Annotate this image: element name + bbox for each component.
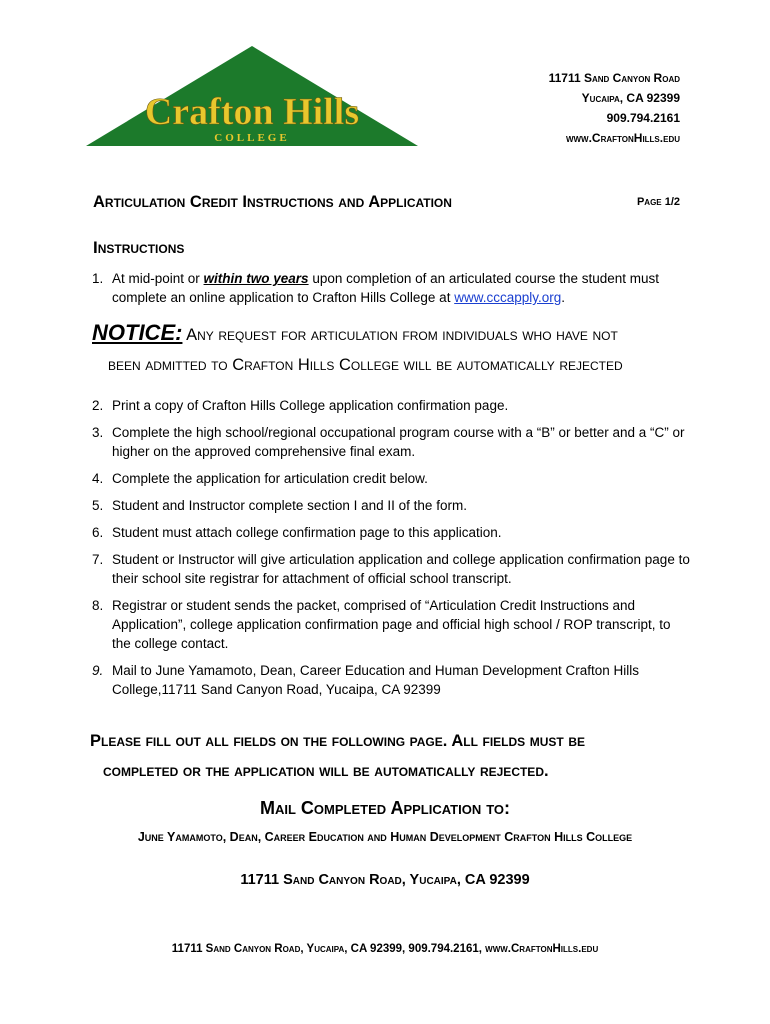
address-web: www.CraftonHills.edu (565, 131, 680, 145)
step-number: 1. (92, 271, 104, 286)
mail-heading: Mail Completed Application to: (259, 798, 511, 818)
step-number: 3. (92, 425, 104, 440)
list-item (92, 269, 692, 307)
list-item (92, 523, 692, 542)
step-number: 5. (92, 498, 104, 513)
instructions-heading: Instructions (93, 238, 185, 257)
step1-pre: At mid-point or (112, 271, 204, 286)
fill-notice-line2: completed or the application will be automatically rejected. (103, 762, 549, 780)
step-number: 2. (92, 398, 104, 413)
address-phone: 909.794.2161 (606, 111, 680, 125)
step-text: Mail to June Yamamoto, Dean, Career Education and Human Development Crafton Hills College,11711 Sand Canyon Road, Yucaipa, CA 92399 (112, 663, 640, 697)
notice-word: NOTICE: (92, 320, 183, 345)
list-item (92, 596, 692, 653)
step-text: Student or Instructor will give articulation application and college application confirmation page to their school site registrar for attachment of official school transcript. (112, 552, 690, 586)
notice-line2: been admitted to Crafton Hills College will be automatically rejected (108, 356, 623, 374)
list-item (92, 496, 692, 515)
step-text: Print a copy of Crafton Hills College application confirmation page. (112, 398, 509, 413)
step-number: 4. (92, 471, 104, 486)
fill-notice-line1: Please fill out all fields on the following page. All fields must be (90, 732, 585, 750)
address-street: 11711 Sand Canyon Road (548, 71, 680, 85)
cccapply-link[interactable]: www.cccapply.org (454, 290, 562, 305)
logo-subtitle: COLLEGE (214, 132, 290, 144)
step-number: 7. (92, 552, 104, 567)
step-text: Registrar or student sends the packet, comprised of “Articulation Credit Instructions and Application”, college application confirmation page and official high school / ROP transcript, to the college contact. (112, 598, 671, 651)
mail-recipient: June Yamamoto, Dean, Career Education and Human Development Crafton Hills College (137, 830, 633, 844)
mail-address: 11711 Sand Canyon Road, Yucaipa, CA 92399 (240, 872, 530, 888)
college-logo (84, 44, 420, 148)
page-number: Page 1/2 (636, 196, 680, 208)
list-item (92, 661, 692, 699)
step-number: 9. (92, 663, 104, 678)
step1-emphasis: within two years (203, 271, 309, 286)
step1-mid: upon completion of an articulated course the student must complete an online application to Crafton Hills College at (112, 271, 660, 305)
list-item (92, 423, 692, 461)
logo-wordmark: Crafton Hills (144, 91, 360, 133)
instruction-list-part2 (92, 396, 692, 707)
list-item (92, 396, 692, 415)
step-number: 8. (92, 598, 104, 613)
list-item (92, 550, 692, 588)
address-block (549, 68, 680, 148)
notice-block (92, 318, 692, 380)
step1-post: . (561, 290, 566, 305)
list-item (92, 469, 692, 488)
step-text: Student and Instructor complete section I and II of the form. (112, 498, 467, 513)
page-footer: 11711 Sand Canyon Road, Yucaipa, CA 92399, 909.794.2161, www.CraftonHills.edu (171, 943, 599, 955)
page-title: Articulation Credit Instructions and Application (93, 193, 452, 211)
step-text: Complete the application for articulation credit below. (112, 471, 428, 486)
step-text: Student must attach college confirmation page to this application. (112, 525, 502, 540)
fill-notice (90, 726, 690, 786)
instruction-list-part1 (92, 269, 692, 307)
step-text: Complete the high school/regional occupational program course with a “B” or better and a “C” or higher on the approved comprehensive final exam. (112, 425, 685, 459)
notice-line1: Any request for articulation from individuals who have not (182, 326, 618, 344)
address-city: Yucaipa, CA 92399 (581, 91, 680, 105)
step-number: 6. (92, 525, 104, 540)
